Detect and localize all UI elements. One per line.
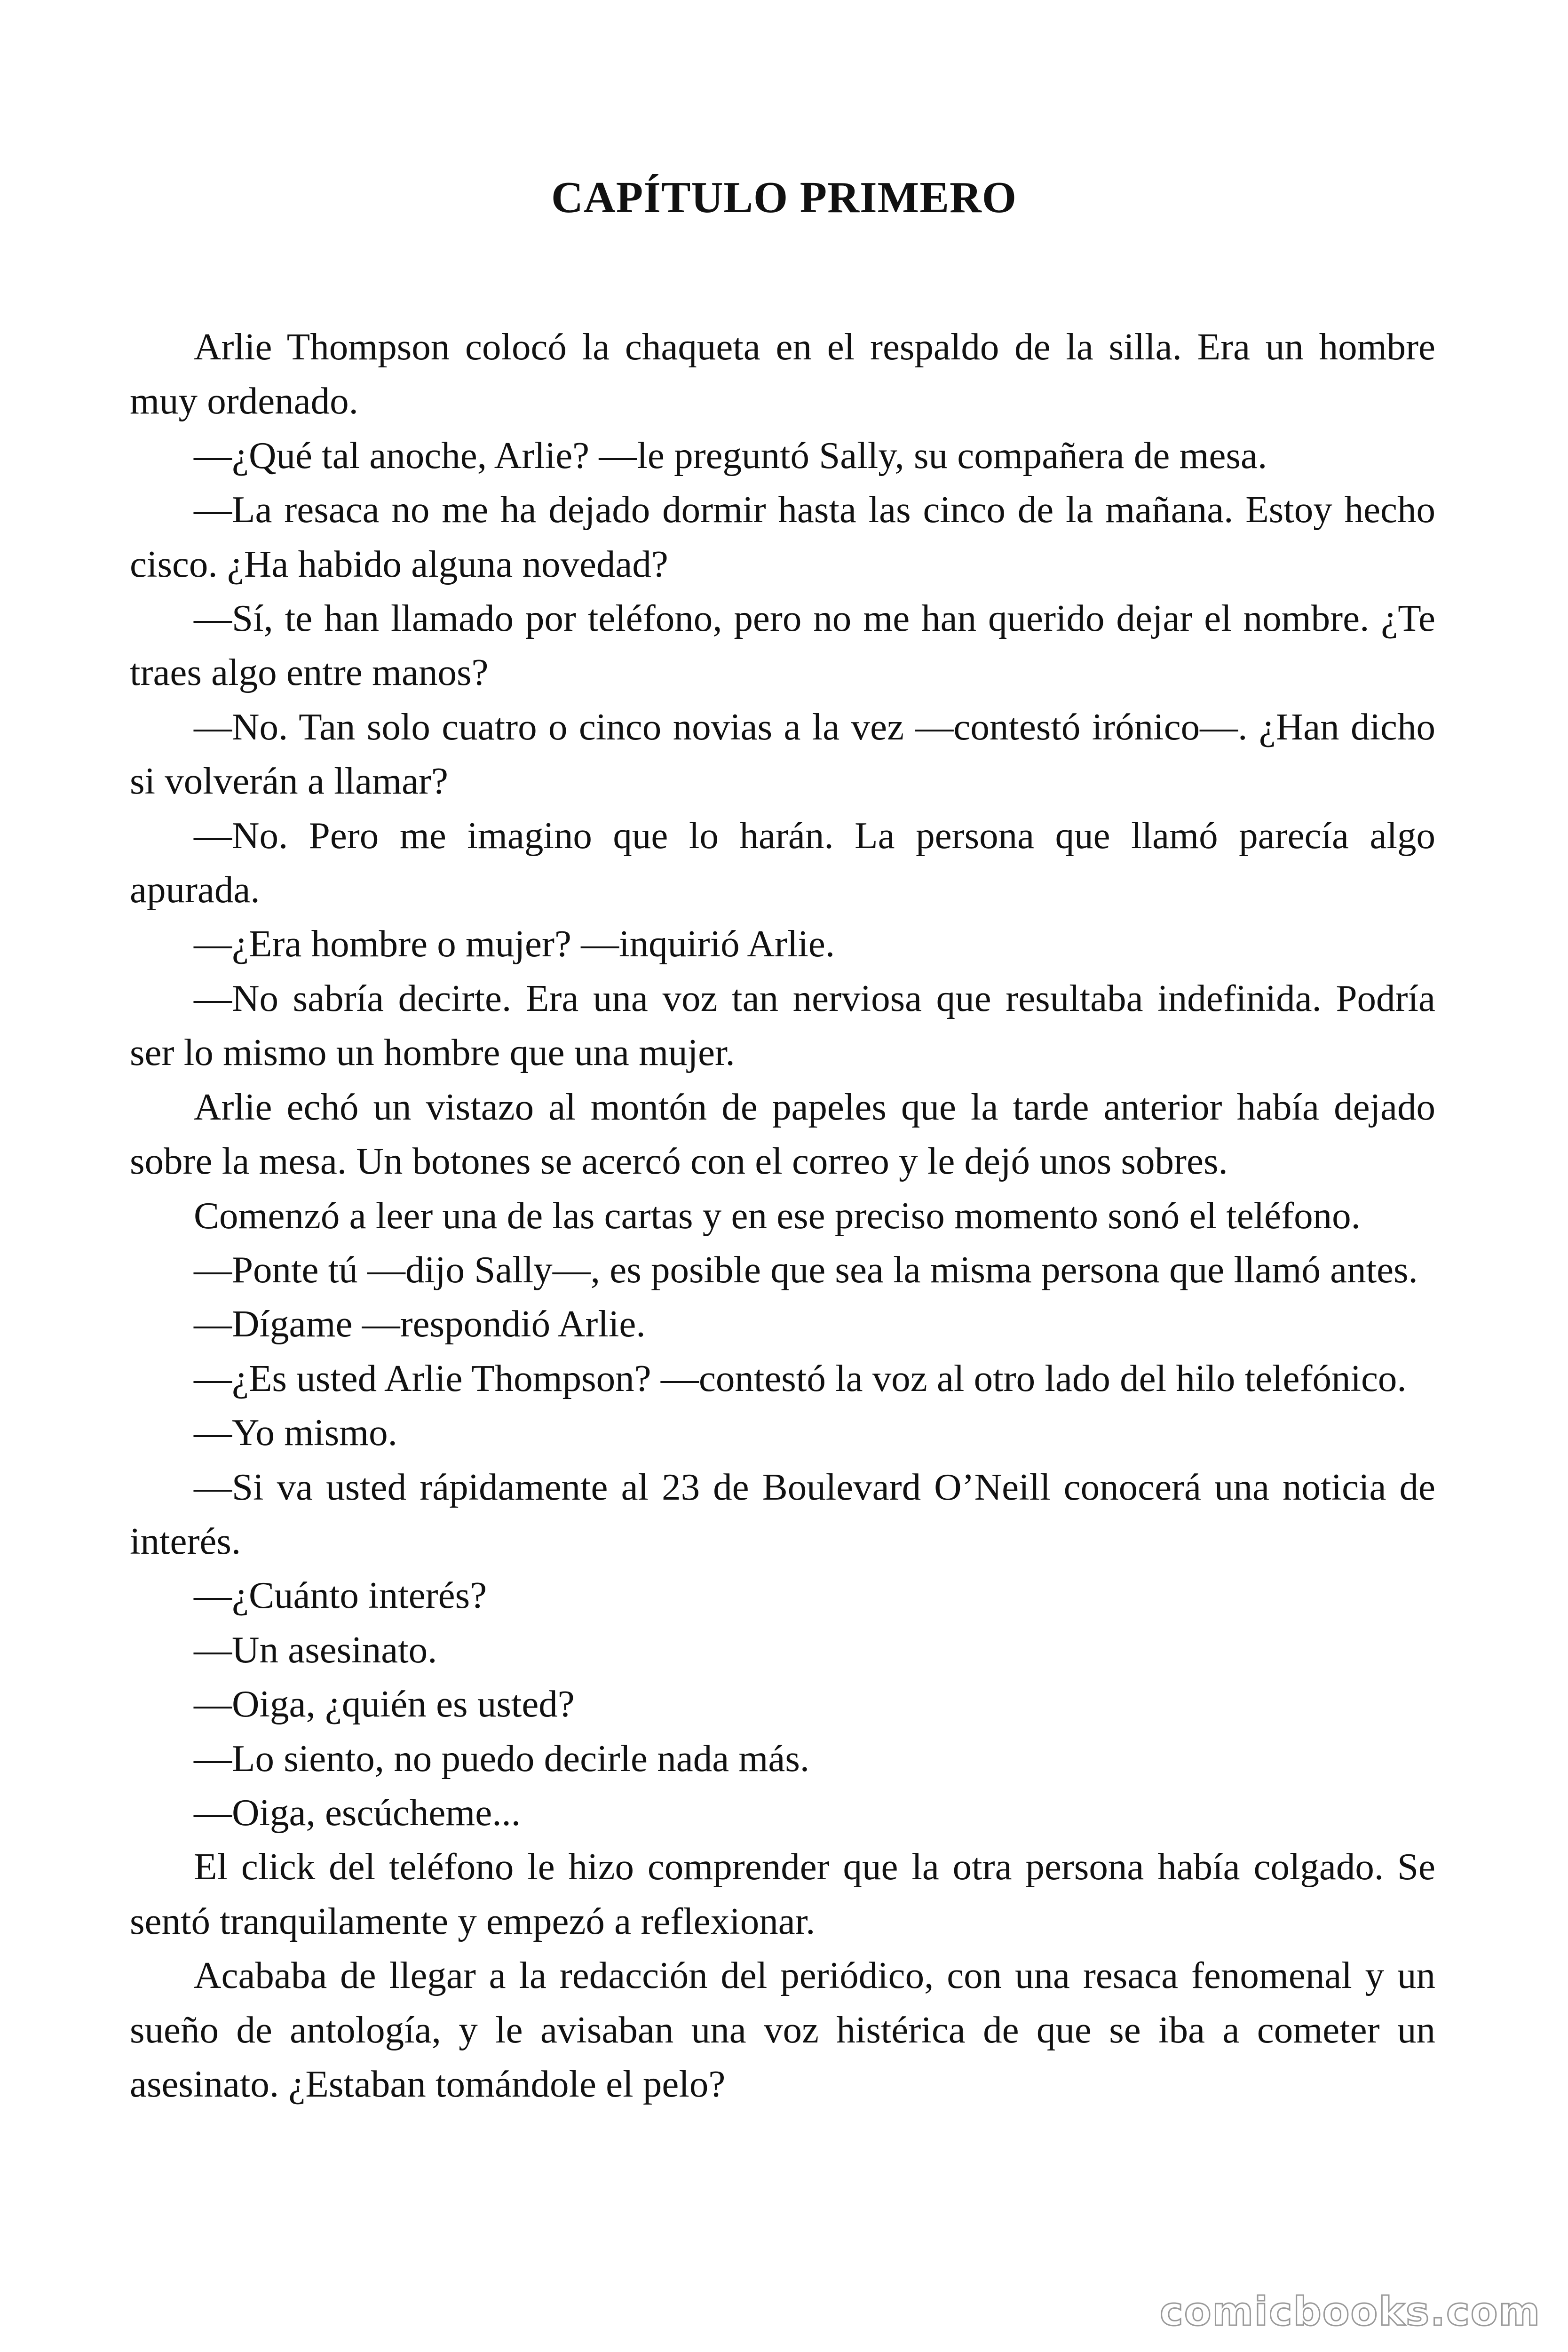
paragraph: Arlie Thompson colocó la chaqueta en el respaldo de la silla. Era un hombre muy ordenado. [130,326,1435,422]
paragraph: —Yo mismo. [194,1411,397,1454]
paragraph: —Oiga, ¿quién es usted? [194,1683,575,1725]
watermark: comicbooks.com [1160,2288,1541,2335]
paragraph: Acababa de llegar a la redacción del periódico, con una resaca fenomenal y un sueño de antología, y le avisaban una voz histérica de que se iba a cometer un asesinato. ¿Estaban tomándole el pelo? [130,1954,1435,2105]
paragraph: —¿Qué tal anoche, Arlie? —le preguntó Sally, su compañera de mesa. [194,434,1267,477]
paragraph: —No. Tan solo cuatro o cinco novias a la vez —contestó irónico—. ¿Han dicho si volverán a llamar? [130,705,1435,803]
paragraph: —Oiga, escúcheme... [194,1791,521,1834]
paragraph: —Un asesinato. [194,1628,437,1671]
paragraph: —Sí, te han llamado por teléfono, pero no me han querido dejar el nombre. ¿Te traes algo entre manos? [130,597,1435,694]
paragraph: El click del teléfono le hizo comprender que la otra persona había colgado. Se sentó tranquilamente y empezó a reflexionar. [130,1845,1435,1942]
chapter-title: CAPÍTULO PRIMERO [551,173,1017,222]
paragraph: —No. Pero me imagino que lo harán. La persona que llamó parecía algo apurada. [130,814,1435,911]
paragraph: —¿Cuánto interés? [194,1574,487,1617]
paragraph: —¿Era hombre o mujer? —inquirió Arlie. [194,922,835,965]
paragraph: —Si va usted rápidamente al 23 de Boulevard O’Neill conocerá una noticia de interés. [130,1465,1435,1562]
paragraph: —Dígame —respondió Arlie. [194,1303,646,1345]
chapter-body [130,320,1435,2111]
paragraph: —Ponte tú —dijo Sally—, es posible que sea la misma persona que llamó antes. [194,1248,1418,1291]
paragraph: Comenzó a leer una de las cartas y en ese preciso momento sonó el teléfono. [194,1194,1361,1237]
paragraph: —Lo siento, no puedo decirle nada más. [194,1737,810,1780]
paragraph: —¿Es usted Arlie Thompson? —contestó la voz al otro lado del hilo telefónico. [194,1357,1407,1399]
paragraph: —La resaca no me ha dejado dormir hasta las cinco de la mañana. Estoy hecho cisco. ¿Ha habido alguna novedad? [130,488,1435,585]
paragraph: Arlie echó un vistazo al montón de papeles que la tarde anterior había dejado sobre la mesa. Un botones se acercó con el correo y le dejó unos sobres. [130,1085,1435,1183]
paragraph: —No sabría decirte. Era una voz tan nerviosa que resultaba indefinida. Podría ser lo mismo un hombre que una mujer. [130,977,1435,1074]
